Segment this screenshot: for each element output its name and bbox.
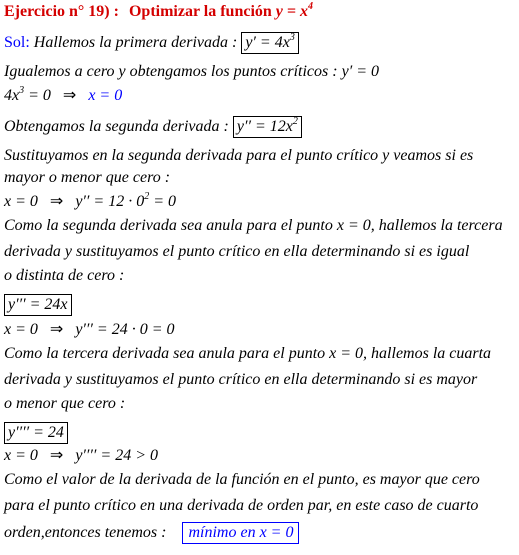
text-line-7: mayor o menor que cero :	[4, 169, 171, 186]
text-line-3: Igualemos a cero y obtengamos los puntos críticos : y′ = 0	[4, 63, 379, 80]
fourth-derivative-box: y′′′′ = 24	[4, 422, 68, 444]
sol-line	[4, 32, 299, 54]
equation-line-17	[4, 422, 68, 444]
first-derivative-box: $y' = 4x^3$	[241, 32, 299, 54]
text-line-5: Obtengamos la segunda derivada : $y'' = 12x^2$	[4, 116, 302, 138]
second-derivative-box: $y'' = 12x^2$	[233, 116, 302, 138]
third-derivative-box: y′′′ = 24x	[4, 294, 72, 316]
implies-icon: ⇒	[49, 193, 64, 210]
text-line-19: Como el valor de la derivada de la función en el punto, es mayor que cero	[4, 471, 480, 488]
text-line-11: o distinta de cero :	[4, 267, 125, 284]
implies-icon: ⇒	[62, 87, 77, 104]
text-line-14: Como la tercera derivada sea anula para el punto x = 0, hallemos la cuarta	[4, 345, 492, 362]
text-line-15: derivada y sustituyamos el punto crítico en ella determinando si es mayor	[4, 371, 478, 388]
text-line-16: o menor que cero :	[4, 395, 126, 412]
minimum-result-box: mínimo en x = 0	[182, 522, 299, 544]
implies-icon: ⇒	[49, 321, 64, 338]
text-line-6: Sustituyamos en la segunda derivada para el punto crítico y veamos si es	[4, 147, 474, 164]
text-line-9: Como la segunda derivada sea anula para el punto x = 0, hallemos la tercera	[4, 217, 503, 234]
text-line-10: derivada y sustituyamos el punto crítico en ella determinando si es igual	[4, 243, 470, 260]
sol-label: Sol:	[4, 34, 30, 51]
exercise-task: Optimizar la función	[128, 3, 272, 20]
equation-line-12	[4, 294, 72, 316]
critical-point: x = 0	[88, 87, 123, 104]
equation-line-8: x = 0 ⇒ $y'' = 12 \cdot 0^2 = 0$	[4, 191, 177, 210]
equation-line-13: x = 0 ⇒ y′′′ = 24 · 0 = 0	[4, 321, 175, 338]
implies-icon: ⇒	[49, 447, 64, 464]
text-line-20: para el punto crítico en una derivada de orden par, en este caso de cuarto	[4, 497, 479, 514]
sol-text: Hallemos la primera derivada :	[33, 34, 238, 51]
exercise-function: $y = x^4$	[275, 1, 314, 20]
conclusion-line: orden,entonces tenemos : mínimo en x = 0	[4, 522, 299, 544]
exercise-label: Ejercicio n° 19) :	[4, 3, 119, 20]
equation-line-18: x = 0 ⇒ y′′′′ = 24 > 0	[4, 447, 159, 464]
equation-line-4: $4x^3 = 0$ ⇒ x = 0	[4, 85, 123, 104]
title-line	[4, 2, 313, 22]
